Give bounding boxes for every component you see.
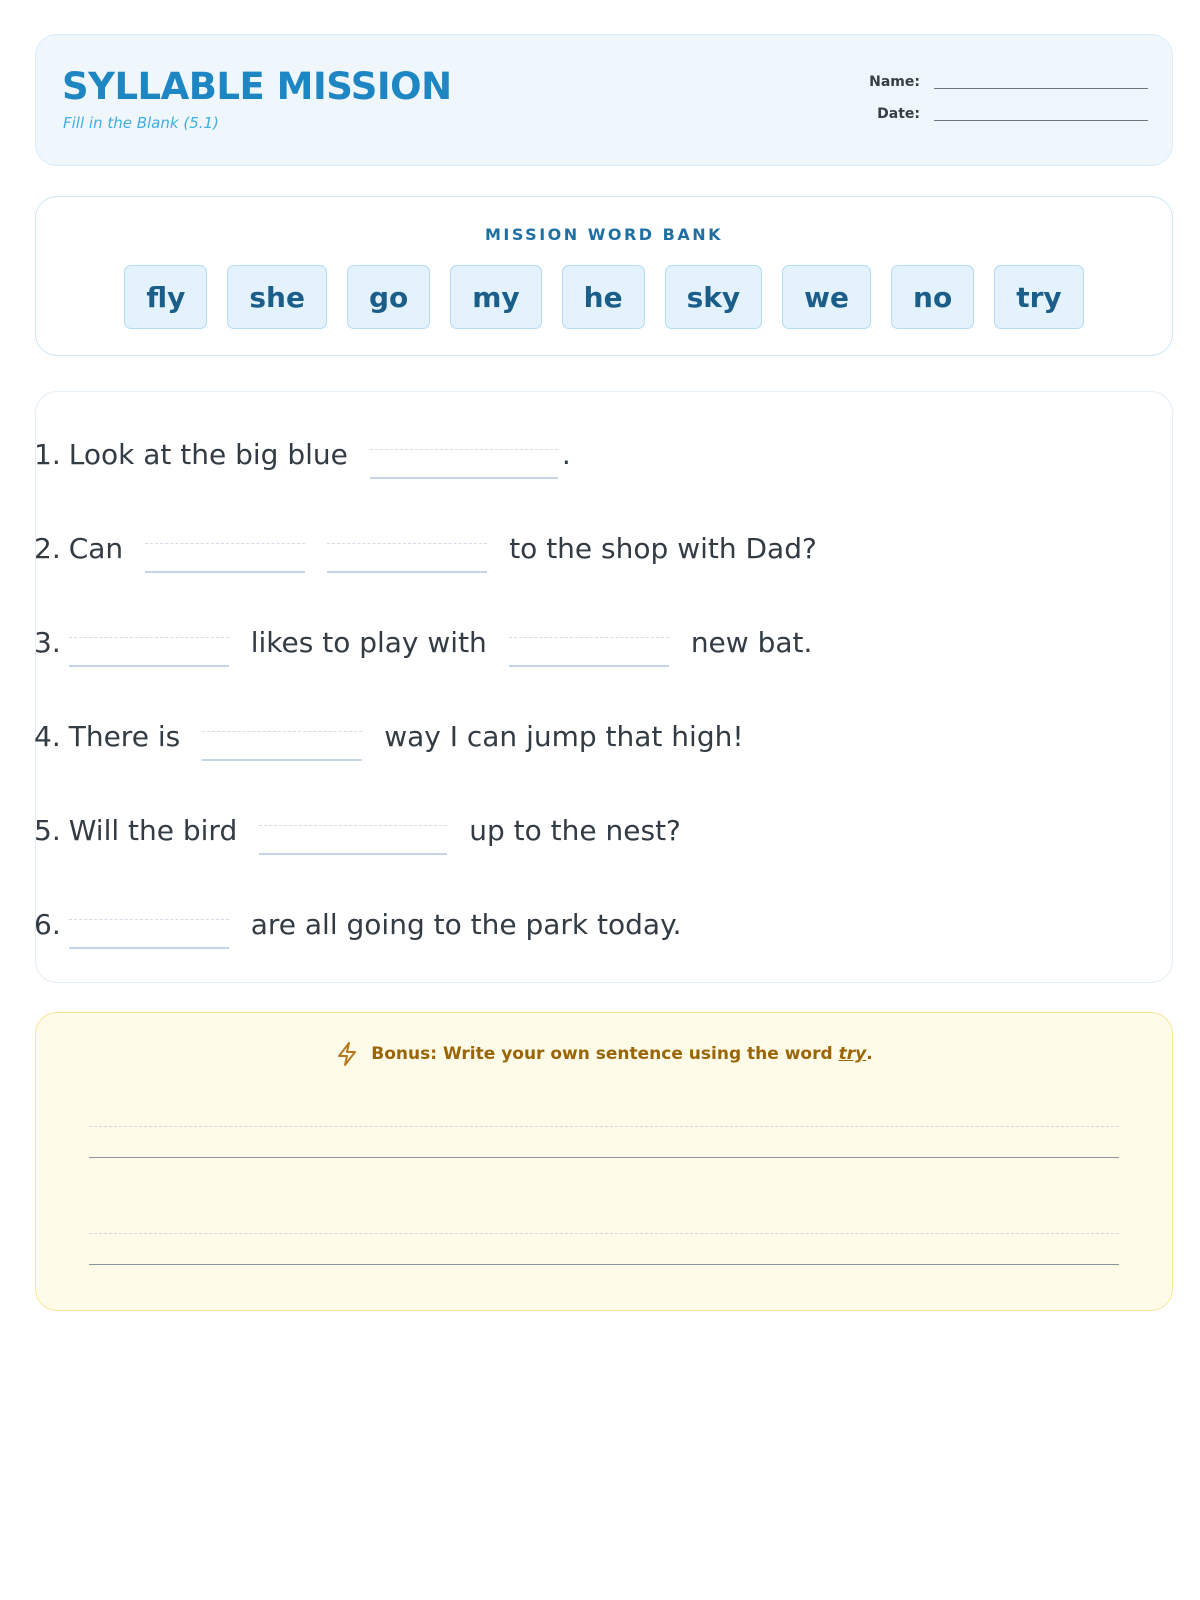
answer-blank[interactable] <box>145 535 305 573</box>
date-label: Date: <box>877 106 920 122</box>
answer-blank[interactable] <box>509 629 669 667</box>
word-chip-go: go <box>347 265 430 329</box>
question-text-after: up to the nest? <box>469 813 681 847</box>
date-write-line[interactable] <box>934 120 1148 121</box>
word-bank-title: MISSION WORD BANK <box>484 225 723 244</box>
name-field <box>850 73 1148 91</box>
word-chip-try: try <box>994 265 1083 329</box>
question-4 <box>34 706 766 766</box>
question-text-after: are all going to the park today. <box>250 907 682 941</box>
question-text-after: . <box>561 437 571 471</box>
word-chip-my: my <box>450 265 541 329</box>
bonus-section <box>35 1012 1173 1311</box>
question-number: 1. <box>34 437 61 471</box>
answer-blank[interactable] <box>69 911 229 949</box>
answer-blank[interactable] <box>370 441 558 479</box>
question-2 <box>34 518 839 578</box>
name-label: Name: <box>869 74 920 90</box>
word-chip-she: she <box>227 265 327 329</box>
question-number: 3. <box>34 625 61 659</box>
question-6 <box>34 894 704 954</box>
question-text-after: to the shop with Dad? <box>509 531 817 565</box>
question-text: There is <box>68 719 181 753</box>
word-chip-he: he <box>562 265 645 329</box>
date-field <box>850 105 1148 123</box>
question-3 <box>34 612 834 672</box>
answer-blank[interactable] <box>69 629 229 667</box>
word-chip-fly: fly <box>124 265 207 329</box>
question-text: Look at the big blue <box>68 437 348 471</box>
word-bank-chips <box>36 265 1172 329</box>
word-chip-no: no <box>891 265 974 329</box>
answer-blank[interactable] <box>202 723 362 761</box>
question-text: Can <box>68 531 124 565</box>
word-bank <box>35 196 1173 356</box>
question-1 <box>34 424 571 484</box>
page-subtitle: Fill in the Blank (5.1) <box>63 114 219 132</box>
bonus-write-line[interactable] <box>89 1233 1119 1265</box>
question-number: 4. <box>34 719 61 753</box>
bonus-target-word: try <box>838 1044 867 1064</box>
question-text: Will the bird <box>68 813 238 847</box>
word-chip-sky: sky <box>665 265 763 329</box>
question-5 <box>34 800 703 860</box>
page-title: SYLLABLE MISSION <box>62 65 452 108</box>
bonus-write-line[interactable] <box>89 1126 1119 1158</box>
question-number: 6. <box>34 907 61 941</box>
bonus-period: . <box>866 1044 873 1064</box>
answer-blank[interactable] <box>327 535 487 573</box>
question-number: 2. <box>34 531 61 565</box>
answer-blank[interactable] <box>259 817 447 855</box>
bonus-prompt <box>36 1041 1172 1067</box>
lightning-bolt-icon <box>335 1041 359 1067</box>
question-text-after: new bat. <box>690 625 813 659</box>
question-number: 5. <box>34 813 61 847</box>
worksheet-header <box>35 34 1173 166</box>
name-write-line[interactable] <box>934 88 1148 89</box>
word-chip-we: we <box>782 265 871 329</box>
question-text-after: way I can jump that high! <box>384 719 744 753</box>
bonus-prompt-text: Bonus: Write your own sentence using the word <box>371 1044 833 1064</box>
question-text: likes to play with <box>250 625 487 659</box>
